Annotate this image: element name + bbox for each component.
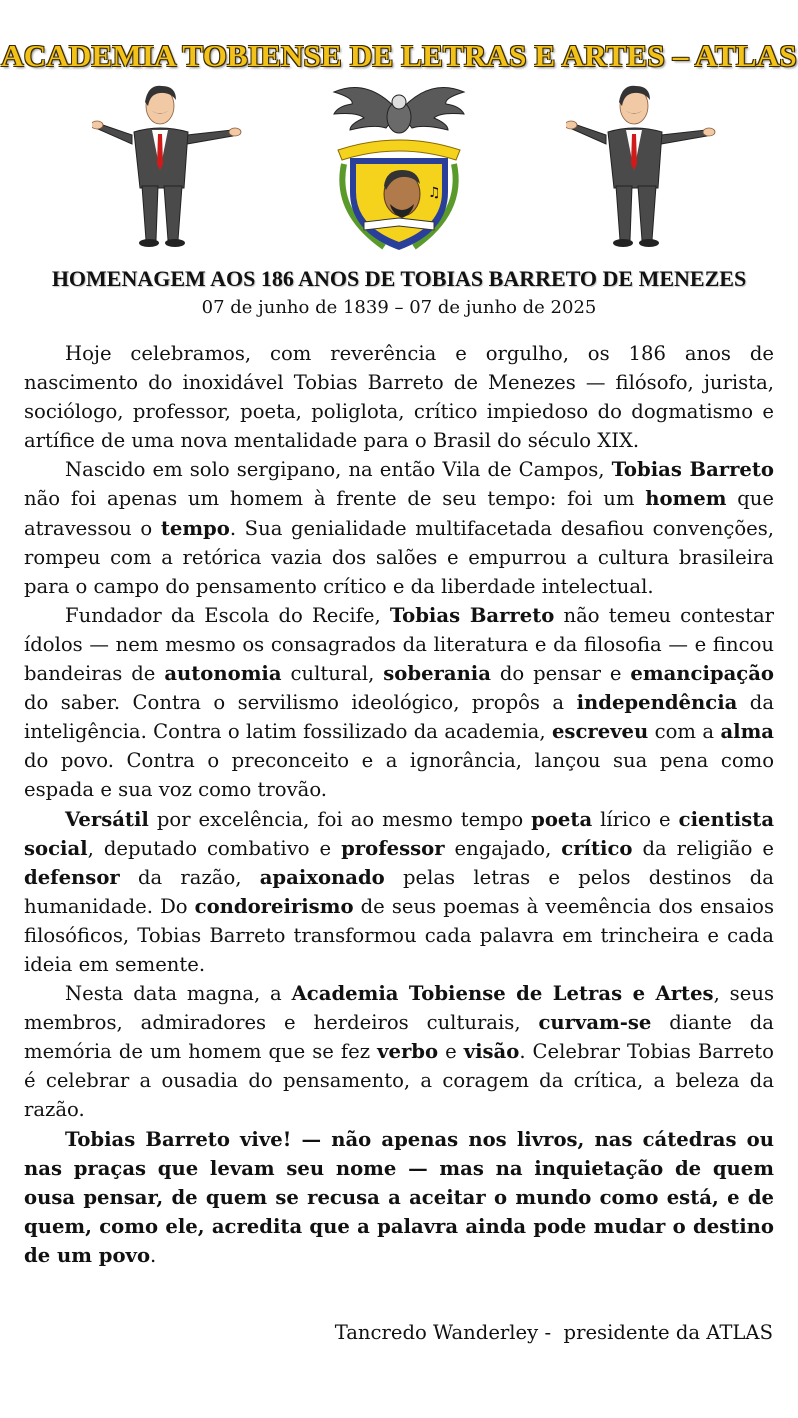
- bold-text: tempo: [160, 516, 230, 540]
- bold-text: Tobias Barreto: [389, 603, 555, 627]
- date-range: 07 de junho de 1839 – 07 de junho de 2025: [201, 297, 597, 318]
- text-run: não temeu contestar ídolos — nem mesmo os consagrados da literatura e da filosofia — e fincou bandeiras de: [24, 603, 774, 686]
- cartoon-man-right-image: [566, 80, 716, 255]
- bold-text: condoreirismo: [194, 894, 354, 918]
- text-run: lírico e: [592, 807, 679, 831]
- bold-text: poeta: [531, 807, 593, 831]
- signature: Tancredo Wanderley - presidente da ATLAS: [334, 1321, 773, 1344]
- text-run: com a: [648, 720, 721, 744]
- text-run: Fundador da Escola do Recife,: [65, 603, 390, 627]
- bold-text: curvam-se: [538, 1011, 652, 1035]
- text-run: da inteligência. Contra o latim fossilizado da academia,: [24, 691, 775, 744]
- bold-text: alma: [720, 720, 775, 744]
- text-run: da religião e: [632, 836, 774, 860]
- homage-heading: HOMENAGEM AOS 186 ANOS DE TOBIAS BARRETO DE MENEZES: [51, 266, 747, 291]
- paragraph-1: [24, 339, 774, 455]
- cartoon-man-left-image: [92, 80, 242, 255]
- article-body: [24, 339, 774, 1270]
- text-run: Hoje celebramos, com reverência e orgulho, os 186 anos de nascimento do inoxidável Tobias Barreto de Menezes — filósofo, jurista, sociólogo, professor, poeta, poliglota, crítico impiedoso do dogmatismo e artífice de uma nova mentalidade para o Brasil do século XIX.: [24, 342, 774, 453]
- bold-text: apaixonado: [259, 865, 385, 889]
- text-run: . Sua genialidade multifacetada desafiou convenções, rompeu com a retórica vazia dos salões e empurrou a cultura brasileira para o campo do pensamento crítico e da liberdade intelectual.: [24, 516, 774, 598]
- text-run: engajado,: [444, 836, 562, 860]
- paragraph-4: [24, 805, 774, 980]
- text-run: cultural,: [281, 662, 384, 686]
- paragraph-5: [24, 979, 774, 1124]
- bold-text: Tobias Barreto vive! — não apenas nos livros, nas cátedras ou nas praças que levam seu nome — mas na inquietação de quem ousa pensar, de quem se recusa a aceitar o mundo como está, e de quem, como ele, acredita que a palavra ainda pode mudar o destino de um povo: [24, 1127, 774, 1267]
- text-run: diante da memória de um homem que se fez: [24, 1011, 774, 1064]
- paragraph-6: [24, 1125, 774, 1270]
- text-run: da razão,: [119, 865, 260, 889]
- bold-text: Tobias Barreto: [611, 458, 774, 482]
- bold-text: professor: [341, 836, 445, 860]
- bold-text: defensor: [24, 865, 120, 889]
- text-run: .: [150, 1243, 157, 1267]
- text-run: por excelência, foi ao mesmo tempo: [148, 807, 532, 831]
- paragraph-2: [24, 455, 774, 600]
- bold-text: crítico: [561, 836, 633, 860]
- svg-text:♫: ♫: [428, 185, 441, 201]
- bold-text: homem: [645, 487, 727, 511]
- text-run: que atravessou o: [24, 487, 774, 540]
- bold-text: soberania: [383, 662, 491, 686]
- text-run: e: [438, 1040, 464, 1064]
- text-run: do povo. Contra o preconceito e a ignorância, lançou sua pena como espada e sua voz como trovão.: [24, 749, 774, 802]
- bold-text: visão: [463, 1040, 520, 1064]
- text-run: do pensar e: [490, 662, 631, 686]
- text-run: , deputado combativo e: [87, 836, 342, 860]
- bold-text: cientista social: [24, 807, 775, 860]
- text-run: de seus poemas à veemência dos ensaios filosóficos, Tobias Barreto transformou cada palavra em trincheira e cada ideia em semente.: [24, 894, 774, 976]
- paragraph-3: [24, 601, 774, 805]
- text-run: Nascido em solo sergipano, na então Vila de Campos,: [65, 458, 612, 482]
- text-run: não foi apenas um homem à frente de seu tempo: foi um: [24, 487, 646, 511]
- text-run: . Celebrar Tobias Barreto é celebrar a ousadia do pensamento, a coragem da crítica, a beleza da razão.: [24, 1040, 774, 1122]
- bold-text: autonomia: [164, 662, 282, 686]
- bold-text: Academia Tobiense de Letras e Artes: [291, 982, 714, 1006]
- text-run: pelas letras e pelos destinos da humanidade. Do: [24, 865, 774, 918]
- bold-text: emancipação: [630, 662, 774, 686]
- text-run: do saber. Contra o servilismo ideológico, propôs a: [24, 691, 577, 715]
- bold-text: escreveu: [551, 720, 649, 744]
- text-run: Nesta data magna, a: [65, 982, 292, 1006]
- text-run: , seus membros, admiradores e herdeiros culturais,: [24, 982, 774, 1035]
- bold-text: Versátil: [65, 807, 149, 831]
- academy-crest-logo: [324, 72, 474, 262]
- page-title: ACADEMIA TOBIENSE DE LETRAS E ARTES – ATLAS: [1, 38, 797, 73]
- bold-text: independência: [576, 691, 738, 715]
- bold-text: verbo: [377, 1040, 439, 1064]
